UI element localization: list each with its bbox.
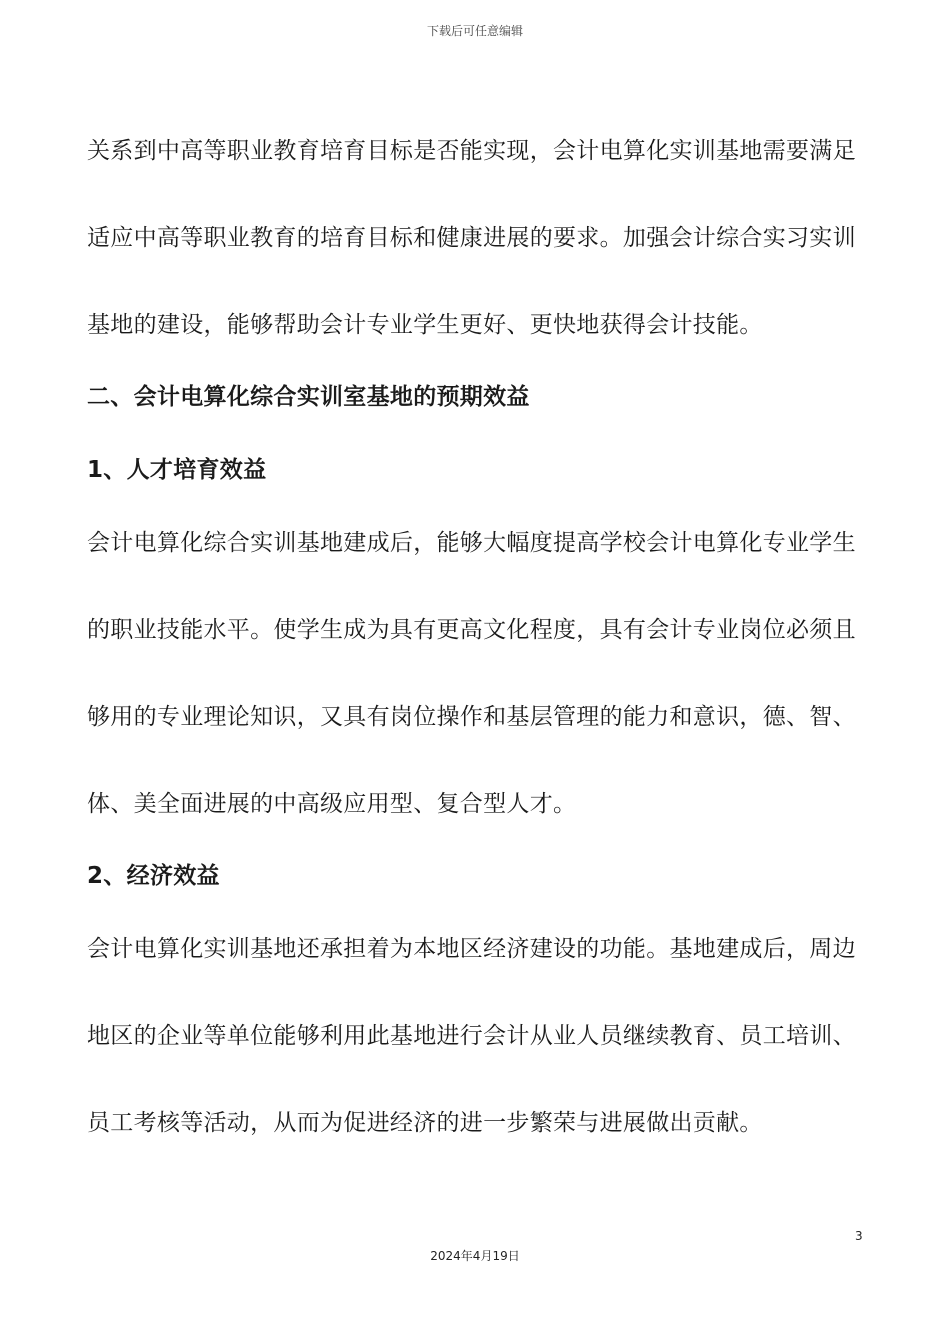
paragraph-line: 关系到中高等职业教育培育目标是否能实现，会计电算化实训基地需要满足 — [87, 138, 856, 164]
page-number: 3 — [855, 1229, 863, 1243]
footer-date: 2024年4月19日 — [430, 1249, 520, 1263]
header-note: 下载后可任意编辑 — [426, 24, 523, 38]
subsection-heading: 2、经济效益 — [87, 863, 220, 889]
paragraph-line: 的职业技能水平。使学生成为具有更高文化程度，具有会计专业岗位必须且 — [87, 617, 856, 643]
paragraph-line: 员工考核等活动，从而为促进经济的进一步繁荣与进展做出贡献。 — [87, 1110, 763, 1136]
paragraph-line: 基地的建设，能够帮助会计专业学生更好、更快地获得会计技能。 — [87, 312, 763, 338]
paragraph-line: 会计电算化实训基地还承担着为本地区经济建设的功能。基地建成后，周边 — [87, 936, 856, 962]
paragraph-line: 体、美全面进展的中高级应用型、复合型人才。 — [87, 791, 577, 817]
paragraph-line: 地区的企业等单位能够利用此基地进行会计从业人员继续教育、员工培训、 — [87, 1023, 856, 1049]
paragraph-line: 会计电算化综合实训基地建成后，能够大幅度提高学校会计电算化专业学生 — [87, 530, 856, 556]
section-heading: 二、会计电算化综合实训室基地的预期效益 — [87, 384, 530, 410]
paragraph-line: 够用的专业理论知识，又具有岗位操作和基层管理的能力和意识，德、智、 — [87, 704, 856, 730]
paragraph-line: 适应中高等职业教育的培育目标和健康进展的要求。加强会计综合实习实训 — [87, 225, 856, 251]
subsection-heading: 1、人才培育效益 — [87, 457, 267, 483]
